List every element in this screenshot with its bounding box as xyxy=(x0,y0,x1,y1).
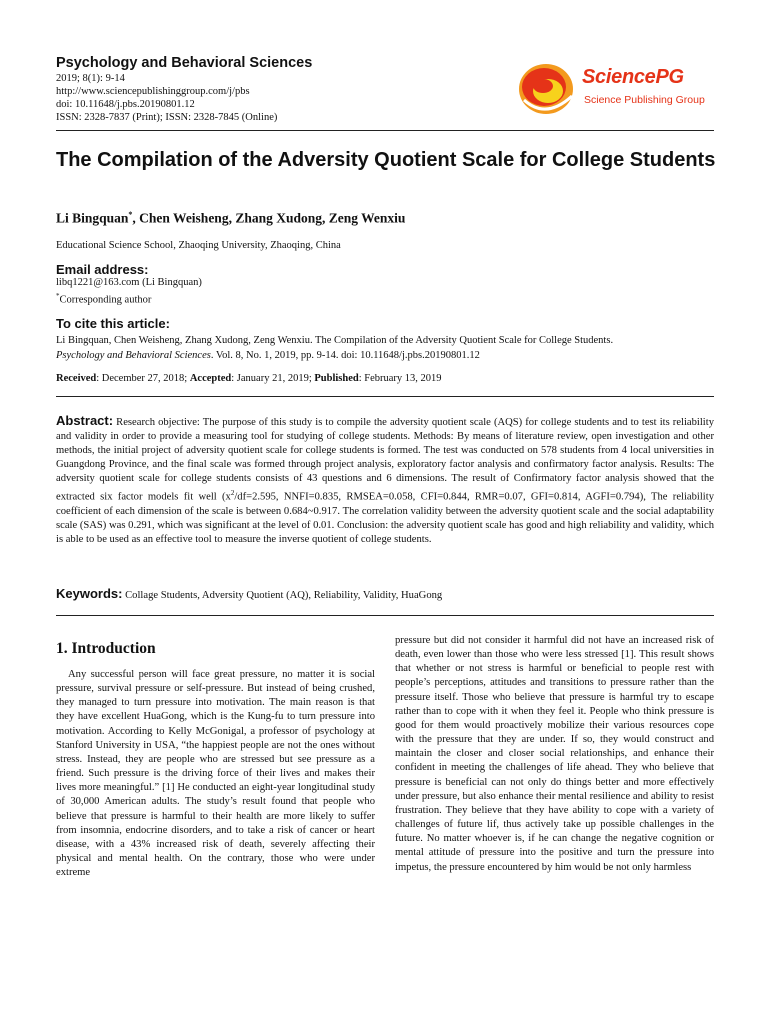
journal-doi: doi: 10.11648/j.pbs.20190801.12 xyxy=(56,99,195,110)
logo-subtitle: Science Publishing Group xyxy=(584,94,705,106)
keywords-list: Collage Students, Adversity Quotient (AQ), Reliability, Validity, HuaGong xyxy=(122,590,443,601)
journal-name: Psychology and Behavioral Sciences xyxy=(56,55,313,71)
journal-issn: ISSN: 2328-7837 (Print); ISSN: 2328-7845 (Online) xyxy=(56,112,278,123)
abstract-superscript: 2 xyxy=(230,489,235,498)
corresponding-author-note xyxy=(56,292,151,306)
received-date: : December 27, 2018; xyxy=(96,373,190,384)
cite-heading: To cite this article: xyxy=(56,316,170,331)
journal-issue: 2019; 8(1): 9-14 xyxy=(56,73,125,84)
publication-dates xyxy=(56,373,442,384)
citation-text xyxy=(56,333,716,363)
citation-line-1: Li Bingquan, Chen Weisheng, Zhang Xudong, Zeng Wenxiu. The Compilation of the Adversity Quotient Scale for College Students. xyxy=(56,335,614,346)
keywords-bottom-rule xyxy=(56,615,714,616)
paper-title: The Compilation of the Adversity Quotient Scale for College Students xyxy=(56,149,716,171)
accepted-label: Accepted xyxy=(189,373,232,384)
first-author: Li Bingquan xyxy=(56,210,129,226)
abstract xyxy=(56,414,714,547)
abstract-text-2: /df=2.595, NNFI=0.835, RMSEA=0.058, CFI=0.844, RMR=0.07, GFI=0.814, AGFI=0.794), The reliability coefficient of each dimension of the scale is between 0.684~0.917. The correlation validity between the adversity quotient scale and the social adaptability scale (SAS) was 0.291, which was significant at the level of 0.01. Conclusion: the adversity quotient scale has good and high reliability and validity, which is able to be used as an effective tool to measure the inverse quotient of college students. xyxy=(56,492,714,546)
corr-text: Corresponding author xyxy=(59,294,152,306)
logo-brand: SciencePG xyxy=(582,66,684,88)
citation-volume: . Vol. 8, No. 1, 2019, pp. 9-14. doi: 10.11648/j.pbs.20190801.12 xyxy=(210,350,480,361)
sciencepg-swirl-icon xyxy=(516,60,578,118)
journal-url[interactable]: http://www.sciencepublishinggroup.com/j/pbs xyxy=(56,86,250,97)
email-address[interactable]: libq1221@163.com (Li Bingquan) xyxy=(56,277,202,288)
published-date: : February 13, 2019 xyxy=(358,373,442,384)
affiliation: Educational Science School, Zhaoqing University, Zhaoqing, China xyxy=(56,240,341,251)
received-label: Received xyxy=(56,373,97,384)
author-list xyxy=(56,210,405,227)
keywords xyxy=(56,586,442,601)
abstract-label: Abstract: xyxy=(56,413,114,428)
corresponding-mark: * xyxy=(128,210,133,219)
header-rule xyxy=(56,130,714,131)
abstract-text-1: Research objective: The purpose of this study is to compile the adversity quotient scale (AQS) for college students and to test its reliability and validity in order to provide a measuring tool for studying of college students. Methods: By means of literature review, open investigation and other methods, the initial project of adversity quotient scale for college students is formed. The test was conducted on 578 students from 4 local universities in Guangdong Province, and the final scale was formed through project analysis, exploratory factor analysis and confirmatory factor analysis. Results: The adversity quotient scale for college students consists of 43 questions and 6 dimensions. The result of Confirmatory factor analysis showed that the extracted six factor models fit well (x xyxy=(56,417,714,503)
keywords-label: Keywords: xyxy=(56,586,123,601)
other-authors: , Chen Weisheng, Zhang Xudong, Zeng Wenxiu xyxy=(132,210,406,226)
citation-line-2 xyxy=(56,348,716,363)
body-column-left: Any successful person will face great pressure, no matter it is social pressure, survival pressure or self-pressure. But instead of being crushed, they managed to turn pressure into motivation. The main reason is that they have excellent HuaGong, which is the Kung-fu to turn pressure into motivation. According to Kelly McGonigal, a professor of psychology at Stanford University in USA, “the happiest people are not the ones without stress. Instead, they are people who are stressed but see pressure as a friend. Such pressure is the driving force of their lives and makes their lives more meaningful.” [1] He conducted an eight-year longitudinal study of 30,000 American adults. The study’s result found that people who believe that pressure is harmful to their health are more likely to suffer from insomnia, endocrine disorders, and to take a risk of cancer or heart disease, with a 43% increased risk of death, severely affecting their physical and mental health. On the contrary, those who were under extreme xyxy=(56,669,375,879)
section-title: 1. Introduction xyxy=(56,640,156,657)
body-column-right: pressure but did not consider it harmful did not have an increased risk of death, even lower than those who were less stressed [1]. This result shows that whether or not stress is harmful or beneficial to people rest with people’s perceptions, attitudes and transitions to pressure rather than the pressure itself. Those who believe that pressure is harmful try to escape rather than to cope with it when they feel it. People who think pressure is good for them would proactively mobilize their various resources cope with the pressure that they are under. If so, they would construct and maintain the closer and closer social relationships, and enhance their confident in meeting the challenges of life ahead. They who believe that pressure is beneficial can not only do things better and more effectively under pressure, but also enhance their mental resilience and ability to resist frustration. They believe that they have ability to cope with a variety of challenges of future lif, thus actively take up possible challenges in the future. No matter whoever is, if he can change the negative cognition or mental attitude of pressure into the positive and turn the pressure into impetus, the pressure encountered by him would be not only harmless xyxy=(395,635,714,873)
corr-mark: * xyxy=(56,292,60,300)
published-label: Published xyxy=(314,373,359,384)
journal-meta xyxy=(56,72,277,124)
citation-journal: Psychology and Behavioral Sciences xyxy=(56,350,211,361)
abstract-top-rule xyxy=(56,396,714,397)
email-heading: Email address: xyxy=(56,262,149,277)
accepted-date: : January 21, 2019; xyxy=(231,373,315,384)
sciencepg-logo xyxy=(516,58,716,118)
